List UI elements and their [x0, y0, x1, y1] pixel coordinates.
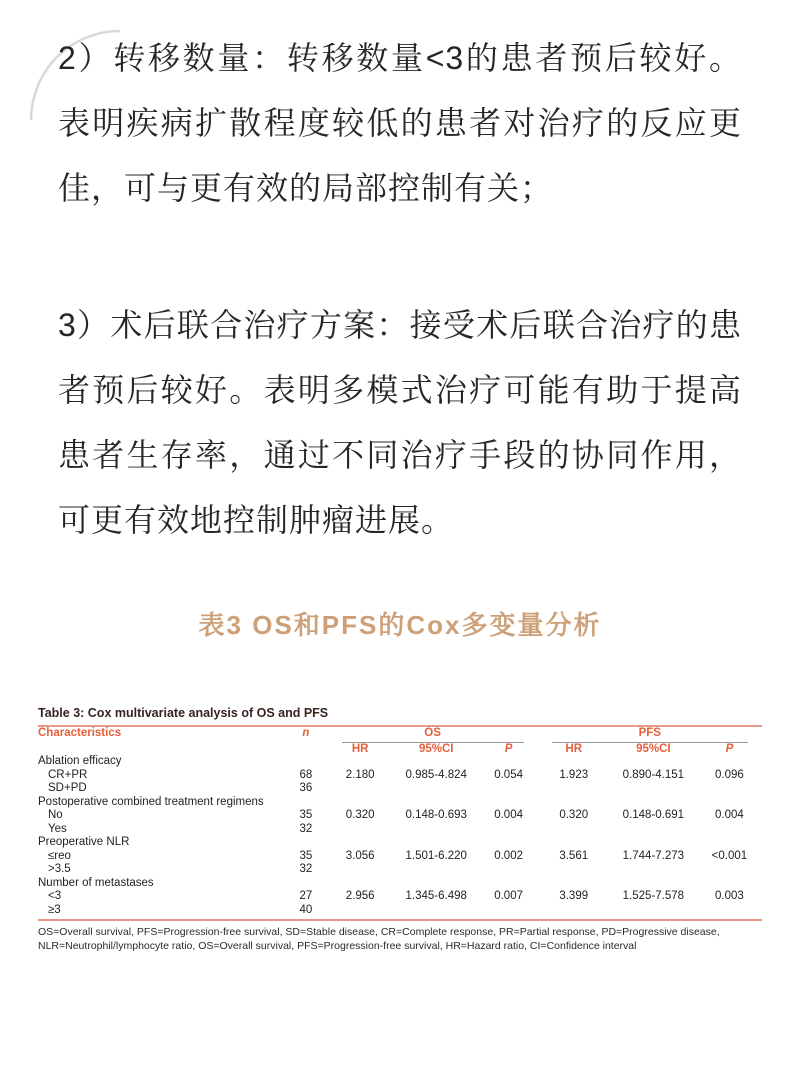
table-caption: Table 3: Cox multivariate analysis of OS and PFS [38, 706, 329, 720]
cell-pfs_p [697, 755, 762, 769]
cell-os_hr [328, 836, 393, 850]
table-title-chinese: 表3 OS和PFS的Cox多变量分析 [198, 610, 602, 640]
cell-pfs_p [697, 877, 762, 891]
cell-label: Postoperative combined treatment regimens [38, 795, 264, 808]
table-row [38, 904, 762, 921]
cox-table-body [38, 755, 762, 920]
cell-pfs_hr: 1.923 [559, 768, 589, 781]
cell-os_ci [393, 755, 480, 769]
paragraph-postop-treatment: 3）术后联合治疗方案：接受术后联合治疗的患者预后较好。表明多模式治疗可能有助于提高患者生存率，通过不同治疗手段的协同作用，可更有效地控制肿瘤进展。 [58, 307, 742, 538]
col-header-characteristics: Characteristics [38, 726, 284, 755]
table-row [38, 769, 762, 783]
cell-pfs_ci [610, 863, 697, 877]
table-row [38, 823, 762, 837]
table-row [38, 782, 762, 796]
cell-os_p [480, 782, 538, 796]
table-row [38, 850, 762, 864]
table-group-row [38, 836, 762, 850]
pfs-spanner-label: PFS [552, 727, 748, 743]
col-header-pfs-hr: HR [565, 743, 583, 755]
cell-pfs_ci [610, 823, 697, 837]
cell-label: <3 [48, 890, 62, 902]
col-header-n: n [284, 726, 327, 755]
cell-pfs_p: <0.001 [711, 849, 748, 862]
cell-os_ci: 1.345-6.498 [405, 890, 467, 902]
cell-label: Number of metastases [38, 876, 154, 889]
cell-os_ci [393, 836, 480, 850]
cell-os_ci [393, 904, 480, 921]
os-spanner-label: OS [342, 727, 524, 743]
cell-pfs_p: 0.003 [715, 890, 744, 902]
cell-pfs_ci [610, 782, 697, 796]
cell-os_ci: 0.985-4.824 [405, 768, 467, 781]
cell-n [284, 877, 327, 891]
col-group-pfs [538, 726, 762, 743]
col-header-pfs-p: P [725, 743, 734, 755]
cell-n [284, 755, 327, 769]
col-header-os-p: P [504, 743, 513, 755]
cell-pfs_p: 0.004 [715, 809, 744, 821]
cell-os_p: 0.004 [494, 809, 523, 821]
cell-label: SD+PD [48, 782, 87, 794]
col-header-os-hr: HR [351, 743, 369, 755]
cell-os_hr [328, 755, 393, 769]
cell-pfs_ci [610, 755, 697, 769]
table-footnote: OS=Overall survival, PFS=Progression-free survival, SD=Stable disease, CR=Complete response, PR=Partial response, PD=Progressive disease, NLR=Neutrophil/lymphocyte ratio, OS=Overall survival, PFS=Progression-free survival, HR=Hazard ratio, CI=Confidence interval [38, 926, 720, 952]
cell-pfs_hr [538, 796, 610, 810]
cell-os_ci: 0.148-0.693 [405, 809, 467, 821]
table-group-row [38, 755, 762, 769]
cell-os_p: 0.054 [494, 768, 523, 781]
cell-os_p [480, 796, 538, 810]
cell-os_ci [393, 796, 480, 810]
cell-os_ci [393, 823, 480, 837]
cell-n: 27 [299, 890, 313, 902]
cell-os_p: 0.007 [494, 890, 523, 902]
cell-pfs_ci: 0.890-4.151 [622, 768, 685, 781]
cox-multivariate-table [38, 725, 762, 921]
cell-pfs_p [697, 863, 762, 877]
table-group-row [38, 796, 762, 810]
cell-pfs_ci: 1.525-7.578 [622, 890, 685, 902]
cell-os_ci [393, 863, 480, 877]
cell-os_p [480, 877, 538, 891]
cell-n: 35 [299, 849, 313, 862]
cell-n: 35 [299, 809, 313, 821]
cell-os_hr: 2.180 [345, 768, 375, 781]
cell-label: ≥3 [38, 904, 284, 921]
cell-n [284, 796, 327, 810]
cell-os_p [480, 863, 538, 877]
cell-os_hr: 2.956 [345, 890, 375, 902]
cell-pfs_p [697, 782, 762, 796]
cell-os_ci [393, 782, 480, 796]
cell-pfs_hr: 0.320 [559, 809, 589, 821]
cell-pfs_hr [538, 904, 610, 921]
table-head [38, 726, 762, 755]
cell-n [284, 836, 327, 850]
col-header-pfs-ci: 95%CI [636, 743, 671, 755]
cell-pfs_hr [538, 823, 610, 837]
cell-pfs_p [697, 823, 762, 837]
cell-pfs_hr: 3.399 [559, 890, 589, 902]
cell-n: 40 [284, 904, 327, 921]
table-row [38, 890, 762, 904]
cell-pfs_p [697, 904, 762, 921]
cell-label: Preoperative NLR [38, 836, 130, 848]
cell-n: 68 [299, 768, 313, 781]
cell-os_hr: 3.056 [345, 849, 375, 862]
cell-os_hr [328, 877, 393, 891]
cell-pfs_ci [610, 836, 697, 850]
cell-pfs_hr [538, 863, 610, 877]
cell-os_p [480, 755, 538, 769]
cell-pfs_hr [538, 877, 610, 891]
cell-label: No [48, 809, 63, 821]
cell-pfs_p [697, 796, 762, 810]
cell-os_p: 0.002 [494, 849, 523, 862]
cell-os_p [480, 836, 538, 850]
cell-pfs_p: 0.096 [715, 768, 744, 781]
cell-os_hr [328, 796, 393, 810]
cell-pfs_ci [610, 796, 697, 810]
cox-table-container [38, 706, 762, 953]
col-header-os-ci: 95%CI [418, 743, 454, 755]
cell-os_ci: 1.501-6.220 [405, 849, 467, 862]
cell-os_hr [328, 904, 393, 921]
cell-pfs_ci: 1.744-7.273 [622, 849, 685, 862]
cell-label: Yes [48, 822, 67, 835]
cell-os_p [480, 823, 538, 837]
table-row [38, 809, 762, 823]
table-group-row [38, 877, 762, 891]
cell-pfs_hr [538, 782, 610, 796]
cell-pfs_p [697, 836, 762, 850]
cell-os_p [480, 904, 538, 921]
cell-n: 32 [299, 863, 313, 875]
cell-label: >3.5 [48, 863, 71, 875]
cell-os_ci [393, 877, 480, 891]
header-row-spanners [38, 726, 762, 743]
paragraph-metastasis-count: 2）转移数量：转移数量<3的患者预后较好。表明疾病扩散程度较低的患者对治疗的反应更佳，可与更有效的局部控制有关； [58, 40, 742, 206]
cell-os_hr [328, 823, 393, 837]
table-row [38, 863, 762, 877]
cell-pfs_ci [610, 877, 697, 891]
cell-label: CR+PR [48, 768, 88, 781]
cell-pfs_hr: 3.561 [559, 849, 589, 862]
cell-pfs_ci [610, 904, 697, 921]
cell-label: ≤reo [48, 849, 71, 862]
cell-label: Ablation efficacy [38, 755, 122, 767]
cell-os_hr [328, 863, 393, 877]
cell-n: 36 [299, 782, 313, 794]
cell-pfs_hr [538, 755, 610, 769]
cell-n: 32 [299, 822, 313, 835]
cell-os_hr: 0.320 [345, 809, 375, 821]
cell-os_hr [328, 782, 393, 796]
col-group-os [328, 726, 538, 743]
cell-pfs_ci: 0.148-0.691 [622, 809, 685, 821]
cell-pfs_hr [538, 836, 610, 850]
